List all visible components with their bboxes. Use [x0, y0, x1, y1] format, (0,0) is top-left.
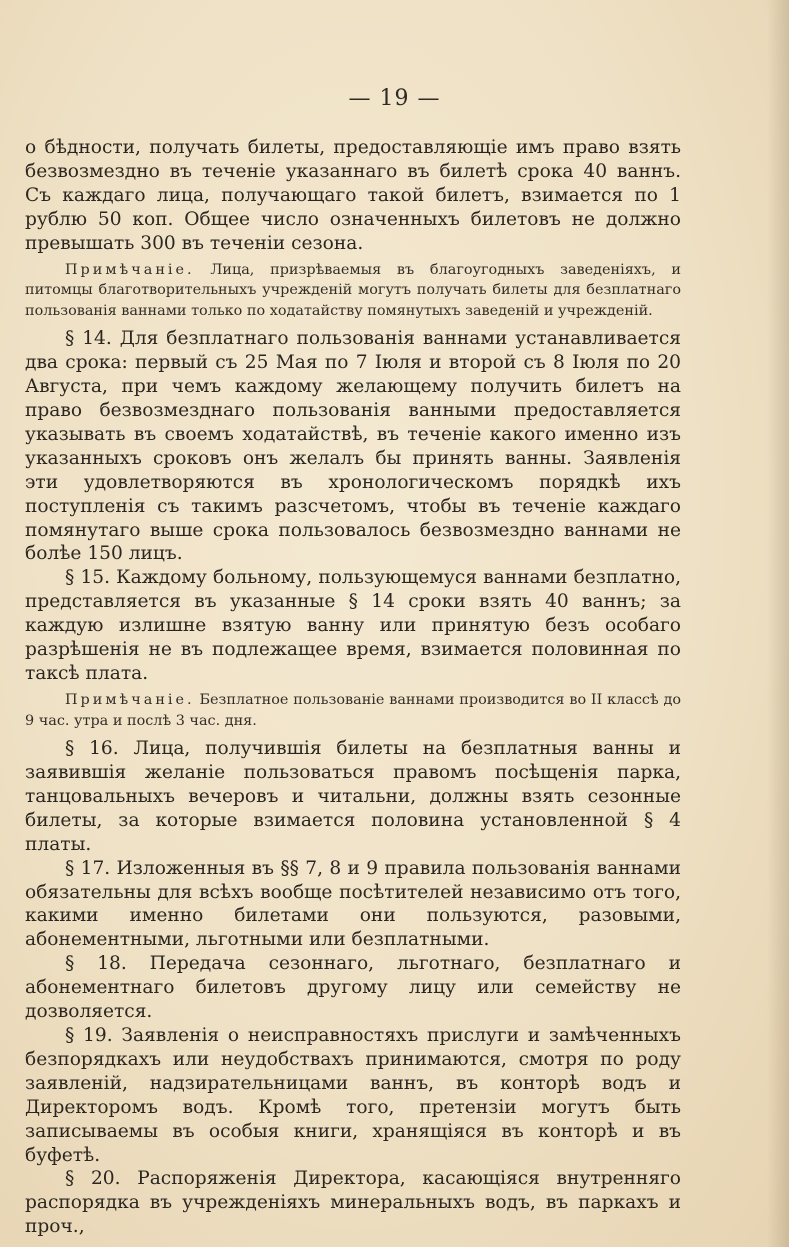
section-15: § 15. Каждому больному, пользующемуся ваннами безплатно, представляется въ указанные § 14 сроки взять 40 ваннъ; за каждую излишне взятую ванну или принятую безъ особаго разрѣшенія не въ подлежащее время, взимается половинная по таксѣ плата. — [25, 567, 681, 684]
page-number: — 19 — — [348, 86, 441, 111]
section-19: § 19. Заявленія о неисправностяхъ прислуги и замѣченныхъ безпорядкахъ или неудобствахъ принимаются, смотря по роду заявленій, надзирательницами ваннъ, въ конторѣ водъ и Директоромъ водъ. Кромѣ того, претензіи могутъ быть записываемы въ особыя книги, хранящіяся въ конторѣ и въ буфетѣ. — [25, 1024, 681, 1166]
section-18: § 18. Передача сезоннаго, льготнаго, безплатнаго и абонементнаго билетовъ другому лицу или семейству не дозволяется. — [25, 953, 681, 1023]
paragraph-continuation: о бѣдности, получать билеты, предоставляющіе имъ право взять безвозмездно въ теченіе указаннаго въ билетѣ срока 40 ваннъ. Съ каждаго лица, получающаго такой билетъ, взимается по 1 рублю 50 коп. Общее число означенныхъ билетовъ не должно превышать 300 въ теченіи сезона. — [25, 137, 681, 254]
footnote-1 — [25, 260, 681, 322]
page-body — [25, 136, 681, 1239]
section-17: § 17. Изложенныя въ §§ 7, 8 и 9 правила пользованія ваннами обязательны для всѣхъ вообще посѣтителей независимо отъ того, какими именно билетами они пользуются, разовыми, абонементными, льготными или безплатными. — [25, 857, 681, 951]
footnote-1-head: Примѣчаніе. — [65, 261, 195, 278]
section-16: § 16. Лица, получившія билеты на безплатныя ванны и заявившія желаніе пользоваться правомъ посѣщенія парка, танцовальныхъ вечеровъ и читальни, должны взять сезонные билеты, за которые взимается половина установленной § 4 платы. — [25, 738, 681, 855]
page-edge-shadow — [767, 0, 789, 1247]
section-14: § 14. Для безплатнаго пользованія ваннами устанавливается два срока: первый съ 25 Мая по 7 Іюля и второй съ 8 Іюля по 20 Августа, при чемъ каждому желающему получить билетъ на право безвозмезднаго пользованія ванными предоставляется указывать въ своемъ ходатайствѣ, въ теченіе какого именно изъ указанныхъ сроковъ онъ желалъ бы принять ванны. Заявленія эти удовлетворяются въ хронологическомъ порядкѣ ихъ поступленія съ такимъ разсчетомъ, чтобы въ теченіе каждаго помянутаго выше срока пользовалось безвозмездно ваннами не болѣе 150 лицъ. — [25, 328, 681, 565]
footnote-1-text: Лица, призрѣваемыя въ благоугодныхъ заведеніяхъ, и питомцы благотворительныхъ учрежденій могутъ получать билеты для безплатнаго пользованія ваннами только по ходатайству помянутыхъ заведеній и учрежденій. — [25, 261, 681, 319]
footnote-2-text: Безплатное пользованіе ваннами производится во II классѣ до 9 час. утра и послѣ 3 час. дня. — [25, 691, 681, 729]
footnote-2 — [25, 690, 681, 731]
section-20: § 20. Распоряженія Директора, касающіяся внутренняго распорядка въ учрежденіяхъ минеральныхъ водъ, въ паркахъ и проч., — [25, 1168, 681, 1238]
footnote-2-head: Примѣчаніе. — [65, 691, 195, 708]
